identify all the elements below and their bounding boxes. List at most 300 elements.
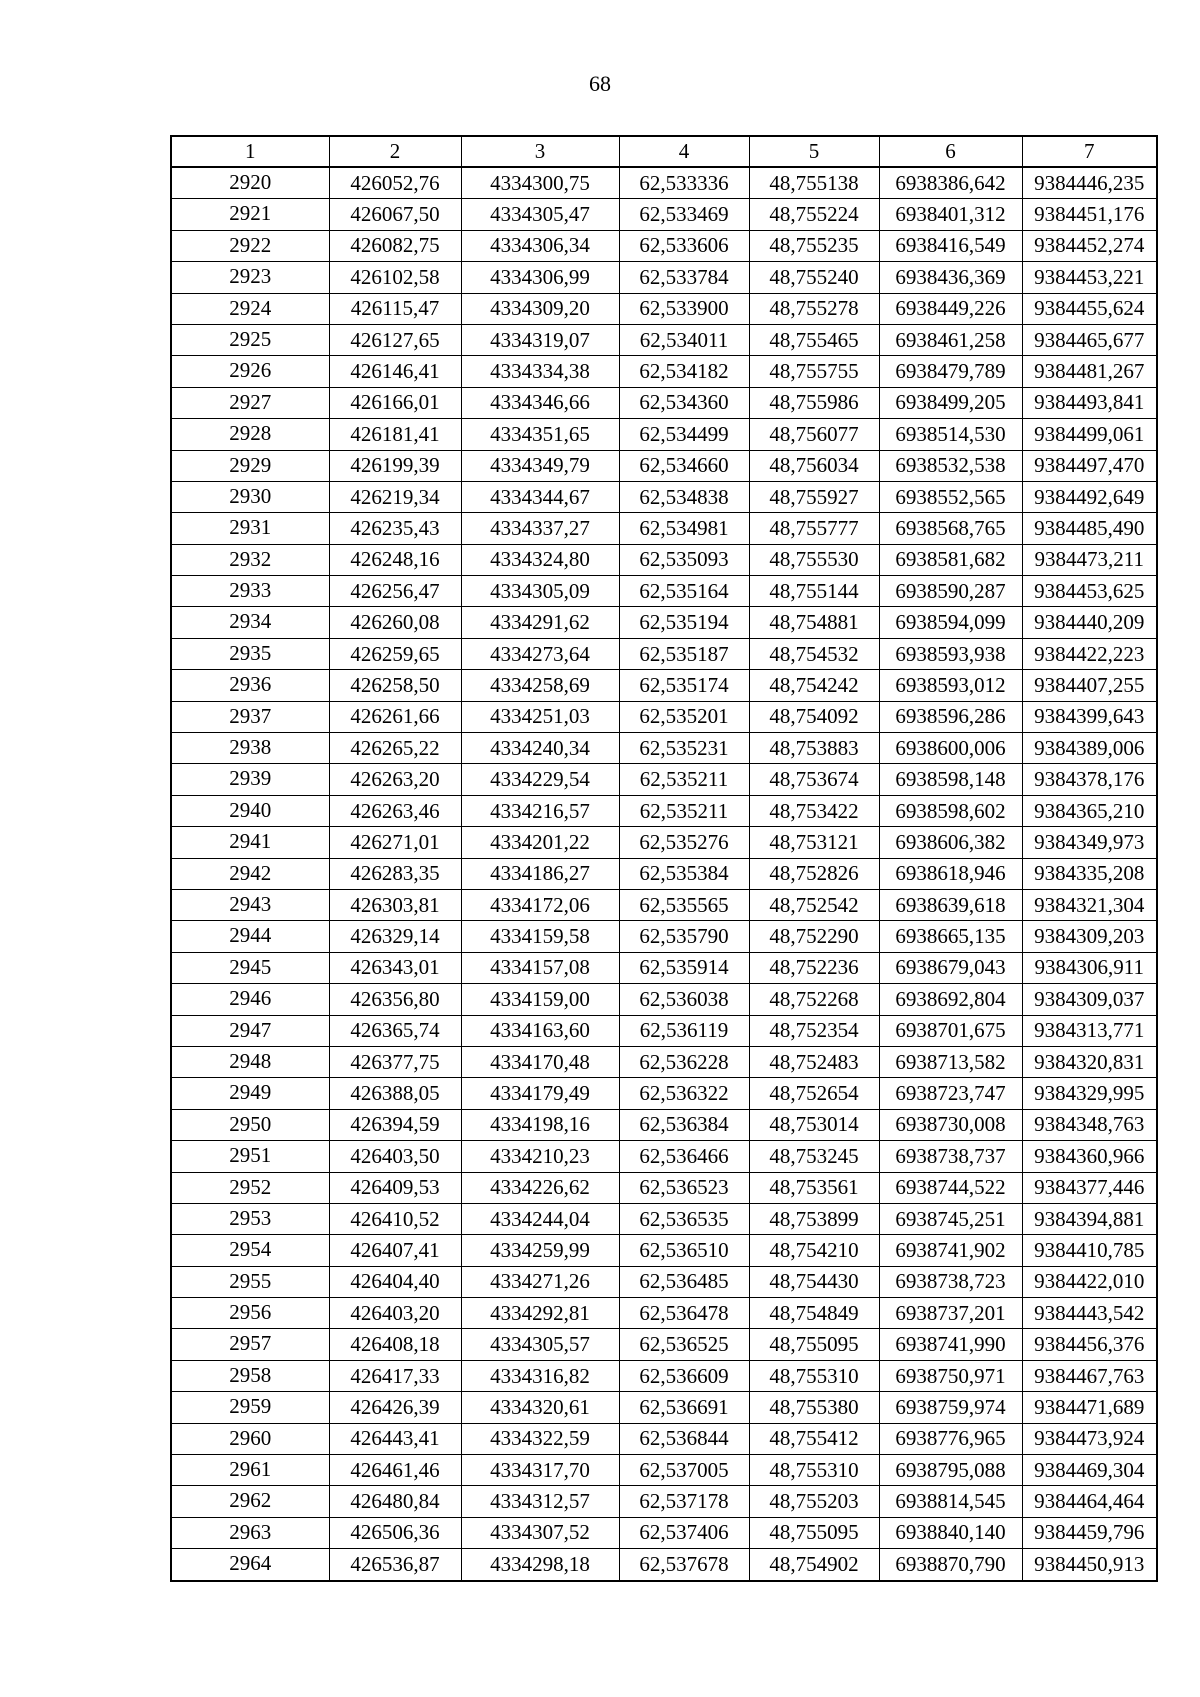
cell-longitude: 48,754881 [749,607,879,638]
cell-point-number: 2942 [171,858,329,889]
cell-coord-y2: 9384455,624 [1022,293,1157,324]
cell-latitude: 62,535565 [619,889,749,920]
cell-coord-y: 4334337,27 [461,513,619,544]
cell-coord-y2: 9384320,831 [1022,1046,1157,1077]
cell-latitude: 62,534499 [619,419,749,450]
cell-coord-x2: 6938618,946 [879,858,1022,889]
cell-point-number: 2951 [171,1141,329,1172]
cell-coord-y2: 9384378,176 [1022,764,1157,795]
cell-coord-y: 4334244,04 [461,1203,619,1234]
cell-coord-y2: 9384459,796 [1022,1517,1157,1548]
cell-longitude: 48,755278 [749,293,879,324]
cell-longitude: 48,755380 [749,1392,879,1423]
cell-point-number: 2948 [171,1046,329,1077]
header-row [171,136,1157,167]
table-row [171,701,1157,732]
cell-coord-x: 426377,75 [329,1046,461,1077]
cell-coord-y: 4334170,48 [461,1046,619,1077]
table-row [171,1203,1157,1234]
cell-longitude: 48,755138 [749,167,879,199]
page-number: 68 [589,71,611,96]
cell-coord-y2: 9384309,037 [1022,984,1157,1015]
table-header [171,136,1157,167]
cell-latitude: 62,536228 [619,1046,749,1077]
column-header-5: 5 [749,136,879,167]
cell-coord-x: 426403,20 [329,1298,461,1329]
cell-coord-x2: 6938449,226 [879,293,1022,324]
cell-coord-x: 426443,41 [329,1423,461,1454]
table-row [171,1172,1157,1203]
table-row [171,199,1157,230]
cell-longitude: 48,755310 [749,1360,879,1391]
table-row [171,1266,1157,1297]
cell-longitude: 48,755095 [749,1517,879,1548]
table-row [171,356,1157,387]
cell-coord-y: 4334157,08 [461,952,619,983]
cell-point-number: 2920 [171,167,329,199]
cell-coord-y: 4334163,60 [461,1015,619,1046]
cell-point-number: 2956 [171,1298,329,1329]
cell-latitude: 62,535790 [619,921,749,952]
cell-longitude: 48,755240 [749,262,879,293]
cell-coord-y: 4334322,59 [461,1423,619,1454]
cell-coord-x: 426417,33 [329,1360,461,1391]
cell-point-number: 2933 [171,576,329,607]
cell-latitude: 62,536691 [619,1392,749,1423]
cell-coord-x2: 6938692,804 [879,984,1022,1015]
cell-longitude: 48,753245 [749,1141,879,1172]
cell-point-number: 2959 [171,1392,329,1423]
cell-coord-y: 4334319,07 [461,324,619,355]
cell-coord-x2: 6938679,043 [879,952,1022,983]
cell-point-number: 2960 [171,1423,329,1454]
cell-coord-y: 4334186,27 [461,858,619,889]
cell-coord-x: 426261,66 [329,701,461,732]
cell-coord-x2: 6938416,549 [879,230,1022,261]
table-row [171,764,1157,795]
table-row [171,513,1157,544]
cell-point-number: 2939 [171,764,329,795]
cell-coord-y: 4334305,09 [461,576,619,607]
table-row [171,1015,1157,1046]
cell-point-number: 2953 [171,1203,329,1234]
cell-coord-x: 426260,08 [329,607,461,638]
cell-latitude: 62,533900 [619,293,749,324]
cell-latitude: 62,537678 [619,1549,749,1581]
cell-latitude: 62,535174 [619,670,749,701]
cell-longitude: 48,755144 [749,576,879,607]
cell-longitude: 48,752826 [749,858,879,889]
cell-coord-x2: 6938401,312 [879,199,1022,230]
cell-latitude: 62,536535 [619,1203,749,1234]
cell-coord-x: 426536,87 [329,1549,461,1581]
cell-longitude: 48,752542 [749,889,879,920]
cell-latitude: 62,534838 [619,481,749,512]
cell-coord-y2: 9384446,235 [1022,167,1157,199]
cell-coord-y2: 9384309,203 [1022,921,1157,952]
cell-latitude: 62,535164 [619,576,749,607]
cell-coord-y2: 9384348,763 [1022,1109,1157,1140]
cell-coord-x2: 6938870,790 [879,1549,1022,1581]
cell-coord-x: 426259,65 [329,638,461,669]
cell-coord-y: 4334179,49 [461,1078,619,1109]
cell-coord-y: 4334292,81 [461,1298,619,1329]
cell-point-number: 2955 [171,1266,329,1297]
cell-coord-y: 4334351,65 [461,419,619,450]
cell-point-number: 2962 [171,1486,329,1517]
cell-coord-x: 426166,01 [329,387,461,418]
cell-coord-y: 4334324,80 [461,544,619,575]
cell-point-number: 2929 [171,450,329,481]
cell-coord-x: 426271,01 [329,827,461,858]
cell-longitude: 48,756034 [749,450,879,481]
cell-point-number: 2943 [171,889,329,920]
cell-coord-x: 426199,39 [329,450,461,481]
cell-coord-y2: 9384422,010 [1022,1266,1157,1297]
cell-coord-y2: 9384456,376 [1022,1329,1157,1360]
cell-coord-x: 426052,76 [329,167,461,199]
cell-point-number: 2922 [171,230,329,261]
cell-coord-x2: 6938741,990 [879,1329,1022,1360]
cell-latitude: 62,534182 [619,356,749,387]
cell-coord-x2: 6938665,135 [879,921,1022,952]
cell-coord-y: 4334229,54 [461,764,619,795]
cell-coord-x2: 6938750,971 [879,1360,1022,1391]
cell-coord-x2: 6938795,088 [879,1455,1022,1486]
table-row [171,858,1157,889]
cell-coord-x2: 6938552,565 [879,481,1022,512]
cell-coord-y2: 9384349,973 [1022,827,1157,858]
cell-coord-y2: 9384399,643 [1022,701,1157,732]
table-body [171,167,1157,1581]
cell-coord-x2: 6938600,006 [879,733,1022,764]
cell-coord-y2: 9384473,924 [1022,1423,1157,1454]
cell-point-number: 2940 [171,795,329,826]
table-row [171,952,1157,983]
cell-coord-y: 4334317,70 [461,1455,619,1486]
cell-coord-y2: 9384313,771 [1022,1015,1157,1046]
cell-coord-y2: 9384467,763 [1022,1360,1157,1391]
cell-coord-y2: 9384451,176 [1022,199,1157,230]
cell-latitude: 62,537178 [619,1486,749,1517]
table-row [171,889,1157,920]
cell-longitude: 48,755203 [749,1486,879,1517]
cell-coord-x2: 6938593,938 [879,638,1022,669]
table-row [171,387,1157,418]
table-row [171,670,1157,701]
column-header-1: 1 [171,136,329,167]
cell-coord-y2: 9384365,210 [1022,795,1157,826]
cell-coord-y2: 9384360,966 [1022,1141,1157,1172]
cell-coord-x2: 6938776,965 [879,1423,1022,1454]
cell-longitude: 48,754902 [749,1549,879,1581]
cell-coord-y: 4334159,00 [461,984,619,1015]
cell-point-number: 2926 [171,356,329,387]
table-row [171,1109,1157,1140]
cell-point-number: 2952 [171,1172,329,1203]
table-row [171,1235,1157,1266]
cell-coord-y2: 9384464,464 [1022,1486,1157,1517]
cell-coord-x2: 6938723,747 [879,1078,1022,1109]
column-header-2: 2 [329,136,461,167]
cell-longitude: 48,755530 [749,544,879,575]
cell-coord-y: 4334346,66 [461,387,619,418]
cell-coord-x2: 6938386,642 [879,167,1022,199]
cell-point-number: 2931 [171,513,329,544]
cell-coord-y: 4334271,26 [461,1266,619,1297]
cell-coord-x: 426303,81 [329,889,461,920]
cell-point-number: 2938 [171,733,329,764]
cell-coord-x2: 6938606,382 [879,827,1022,858]
cell-coord-x: 426356,80 [329,984,461,1015]
cell-coord-x2: 6938499,205 [879,387,1022,418]
cell-coord-y: 4334259,99 [461,1235,619,1266]
cell-latitude: 62,535211 [619,764,749,795]
cell-coord-y: 4334306,34 [461,230,619,261]
cell-latitude: 62,534660 [619,450,749,481]
cell-point-number: 2945 [171,952,329,983]
cell-coord-y2: 9384306,911 [1022,952,1157,983]
cell-coord-y2: 9384485,490 [1022,513,1157,544]
cell-coord-y2: 9384473,211 [1022,544,1157,575]
table-row [171,1360,1157,1391]
cell-longitude: 48,752236 [749,952,879,983]
table-row [171,544,1157,575]
cell-coord-x2: 6938436,369 [879,262,1022,293]
cell-coord-y: 4334307,52 [461,1517,619,1548]
cell-longitude: 48,752268 [749,984,879,1015]
table-row [171,827,1157,858]
cell-coord-x2: 6938814,545 [879,1486,1022,1517]
cell-point-number: 2961 [171,1455,329,1486]
cell-point-number: 2941 [171,827,329,858]
cell-latitude: 62,536322 [619,1078,749,1109]
cell-coord-y2: 9384471,689 [1022,1392,1157,1423]
cell-longitude: 48,754532 [749,638,879,669]
table-row [171,230,1157,261]
cell-point-number: 2949 [171,1078,329,1109]
cell-point-number: 2934 [171,607,329,638]
cell-point-number: 2932 [171,544,329,575]
table-row [171,1549,1157,1581]
table-row [171,1486,1157,1517]
cell-coord-y2: 9384443,542 [1022,1298,1157,1329]
cell-coord-y: 4334210,23 [461,1141,619,1172]
cell-longitude: 48,755986 [749,387,879,418]
table-row [171,733,1157,764]
cell-point-number: 2963 [171,1517,329,1548]
cell-coord-y: 4334159,58 [461,921,619,952]
cell-longitude: 48,754430 [749,1266,879,1297]
cell-coord-y: 4334172,06 [461,889,619,920]
cell-coord-x: 426181,41 [329,419,461,450]
cell-latitude: 62,535914 [619,952,749,983]
cell-coord-x: 426258,50 [329,670,461,701]
cell-coord-x: 426365,74 [329,1015,461,1046]
cell-point-number: 2925 [171,324,329,355]
cell-coord-y2: 9384453,625 [1022,576,1157,607]
cell-latitude: 62,533606 [619,230,749,261]
cell-latitude: 62,534981 [619,513,749,544]
cell-latitude: 62,537406 [619,1517,749,1548]
table-row [171,419,1157,450]
cell-longitude: 48,755927 [749,481,879,512]
cell-coord-x2: 6938738,723 [879,1266,1022,1297]
cell-coord-y2: 9384453,221 [1022,262,1157,293]
cell-latitude: 62,536466 [619,1141,749,1172]
cell-coord-y: 4334198,16 [461,1109,619,1140]
cell-point-number: 2947 [171,1015,329,1046]
cell-coord-x: 426283,35 [329,858,461,889]
cell-coord-y2: 9384394,881 [1022,1203,1157,1234]
cell-longitude: 48,756077 [749,419,879,450]
cell-coord-y: 4334201,22 [461,827,619,858]
cell-coord-y: 4334320,61 [461,1392,619,1423]
cell-longitude: 48,753883 [749,733,879,764]
table-row [171,1046,1157,1077]
table-row [171,921,1157,952]
cell-coord-x2: 6938701,675 [879,1015,1022,1046]
table-row [171,1517,1157,1548]
cell-latitude: 62,536119 [619,1015,749,1046]
cell-longitude: 48,752483 [749,1046,879,1077]
cell-coord-y2: 9384440,209 [1022,607,1157,638]
cell-coord-y: 4334334,38 [461,356,619,387]
cell-latitude: 62,536844 [619,1423,749,1454]
cell-longitude: 48,753422 [749,795,879,826]
cell-latitude: 62,534011 [619,324,749,355]
cell-latitude: 62,535384 [619,858,749,889]
cell-coord-y: 4334251,03 [461,701,619,732]
table-row [171,795,1157,826]
cell-coord-y2: 9384389,006 [1022,733,1157,764]
cell-latitude: 62,536485 [619,1266,749,1297]
cell-point-number: 2927 [171,387,329,418]
table-row [171,576,1157,607]
cell-coord-x: 426256,47 [329,576,461,607]
cell-longitude: 48,755310 [749,1455,879,1486]
cell-point-number: 2957 [171,1329,329,1360]
cell-coord-y2: 9384493,841 [1022,387,1157,418]
cell-coord-y: 4334309,20 [461,293,619,324]
cell-coord-y2: 9384407,255 [1022,670,1157,701]
column-header-3: 3 [461,136,619,167]
column-header-6: 6 [879,136,1022,167]
table-row [171,1078,1157,1109]
cell-coord-y: 4334306,99 [461,262,619,293]
cell-coord-y: 4334240,34 [461,733,619,764]
cell-coord-y2: 9384492,649 [1022,481,1157,512]
cell-latitude: 62,535211 [619,795,749,826]
cell-point-number: 2954 [171,1235,329,1266]
cell-longitude: 48,755755 [749,356,879,387]
cell-coord-x2: 6938759,974 [879,1392,1022,1423]
cell-longitude: 48,753561 [749,1172,879,1203]
cell-coord-y: 4334258,69 [461,670,619,701]
cell-point-number: 2946 [171,984,329,1015]
cell-latitude: 62,536609 [619,1360,749,1391]
cell-coord-y2: 9384465,677 [1022,324,1157,355]
cell-coord-y2: 9384329,995 [1022,1078,1157,1109]
table-row [171,324,1157,355]
cell-coord-x2: 6938461,258 [879,324,1022,355]
cell-longitude: 48,754242 [749,670,879,701]
cell-coord-y2: 9384452,274 [1022,230,1157,261]
cell-coord-y2: 9384335,208 [1022,858,1157,889]
cell-coord-y: 4334298,18 [461,1549,619,1581]
cell-coord-x2: 6938590,287 [879,576,1022,607]
cell-point-number: 2964 [171,1549,329,1581]
cell-coord-y: 4334344,67 [461,481,619,512]
cell-point-number: 2958 [171,1360,329,1391]
cell-point-number: 2930 [171,481,329,512]
cell-coord-x: 426461,46 [329,1455,461,1486]
cell-latitude: 62,536523 [619,1172,749,1203]
cell-coord-y2: 9384410,785 [1022,1235,1157,1266]
cell-longitude: 48,754210 [749,1235,879,1266]
cell-coord-y2: 9384422,223 [1022,638,1157,669]
cell-longitude: 48,754092 [749,701,879,732]
cell-coord-x: 426082,75 [329,230,461,261]
cell-coord-y2: 9384321,304 [1022,889,1157,920]
cell-longitude: 48,755224 [749,199,879,230]
cell-longitude: 48,753674 [749,764,879,795]
cell-coord-y2: 9384377,446 [1022,1172,1157,1203]
cell-coord-x2: 6938568,765 [879,513,1022,544]
cell-latitude: 62,536510 [619,1235,749,1266]
cell-coord-x: 426407,41 [329,1235,461,1266]
cell-longitude: 48,752654 [749,1078,879,1109]
cell-coord-y: 4334273,64 [461,638,619,669]
cell-coord-x: 426219,34 [329,481,461,512]
cell-coord-x: 426404,40 [329,1266,461,1297]
cell-coord-x2: 6938581,682 [879,544,1022,575]
cell-coord-y2: 9384499,061 [1022,419,1157,450]
cell-latitude: 62,533336 [619,167,749,199]
cell-point-number: 2950 [171,1109,329,1140]
cell-coord-x: 426263,46 [329,795,461,826]
cell-coord-x: 426146,41 [329,356,461,387]
cell-coord-x2: 6938737,201 [879,1298,1022,1329]
cell-coord-x2: 6938598,148 [879,764,1022,795]
cell-point-number: 2924 [171,293,329,324]
cell-latitude: 62,536478 [619,1298,749,1329]
cell-coord-y2: 9384497,470 [1022,450,1157,481]
cell-coord-x2: 6938713,582 [879,1046,1022,1077]
cell-longitude: 48,755412 [749,1423,879,1454]
cell-coord-x: 426394,59 [329,1109,461,1140]
cell-coord-x: 426329,14 [329,921,461,952]
cell-coord-y2: 9384450,913 [1022,1549,1157,1581]
cell-coord-x: 426248,16 [329,544,461,575]
table-row [171,1423,1157,1454]
cell-coord-x: 426265,22 [329,733,461,764]
cell-coord-y2: 9384481,267 [1022,356,1157,387]
cell-coord-x2: 6938532,538 [879,450,1022,481]
cell-coord-x2: 6938738,737 [879,1141,1022,1172]
cell-coord-x: 426127,65 [329,324,461,355]
cell-longitude: 48,755095 [749,1329,879,1360]
cell-latitude: 62,536384 [619,1109,749,1140]
cell-longitude: 48,753121 [749,827,879,858]
cell-point-number: 2937 [171,701,329,732]
cell-point-number: 2935 [171,638,329,669]
cell-coord-x2: 6938598,602 [879,795,1022,826]
cell-coord-y: 4334349,79 [461,450,619,481]
cell-longitude: 48,755235 [749,230,879,261]
cell-longitude: 48,754849 [749,1298,879,1329]
cell-longitude: 48,755777 [749,513,879,544]
